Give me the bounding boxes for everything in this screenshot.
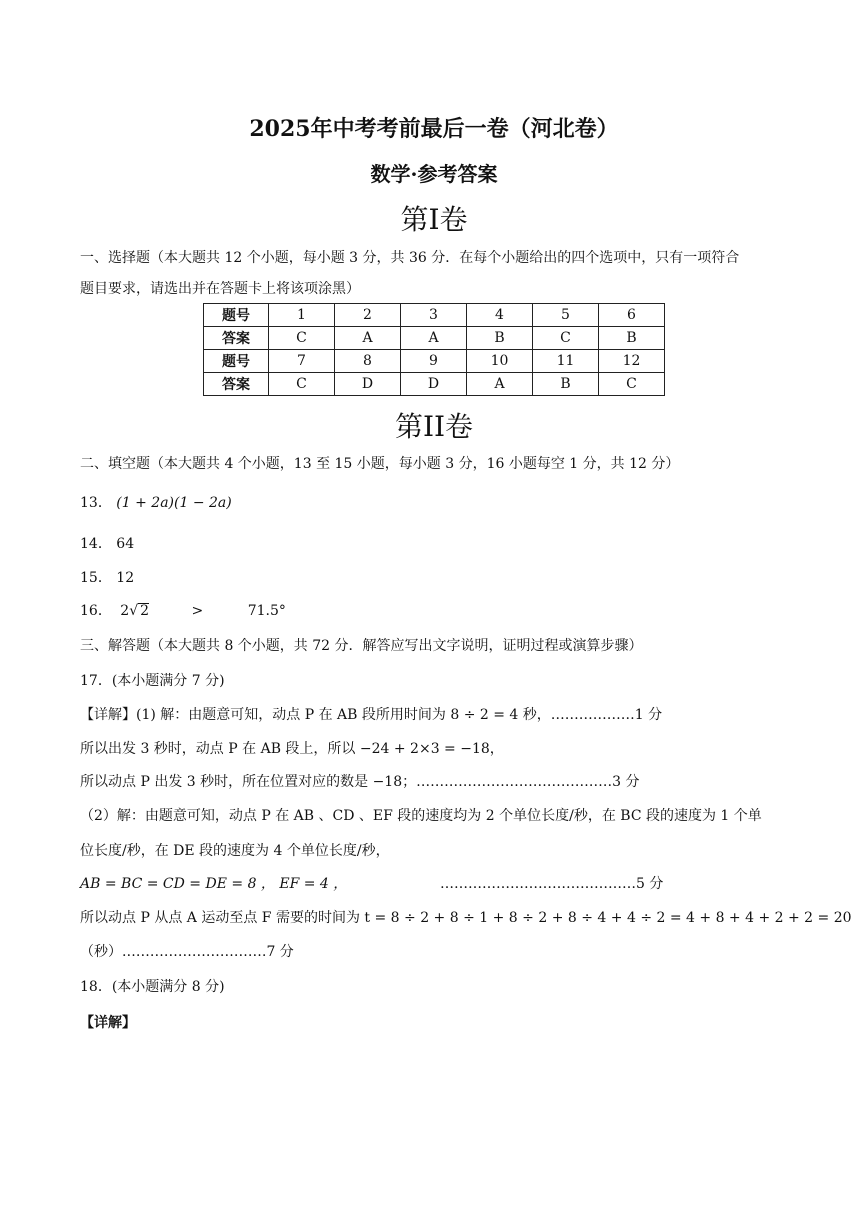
section3-instructions: 三、解答题（本大题共 8 个小题，共 72 分．解答应写出文字说明，证明过程或演算步骤） (80, 638, 643, 654)
q18-heading: 18．(本小题满分 8 分) (80, 979, 225, 995)
q17-line-5: 位长度/秒，在 DE 段的速度为 4 个单位长度/秒， (80, 843, 390, 859)
a-cell: B (599, 327, 665, 350)
q17-line-8: （秒）.…………………………7 分 (80, 944, 294, 960)
q17-line-7: 所以动点 P 从点 A 运动至点 F 需要的时间为 t = 8 ÷ 2 + 8 ÷ 1 + 8 ÷ 2 + 8 ÷ 4 + 4 ÷ 2 = 4 + 8 + 4 + 2 + 2 = 20 (80, 910, 852, 926)
q-label-cell: 题号 (204, 350, 269, 373)
table-row (204, 350, 665, 373)
q-cell: 1 (269, 304, 335, 327)
a-cell: A (401, 327, 467, 350)
sqrt-symbol: √ (129, 603, 139, 619)
q17-line-3: 所以动点 P 出发 3 秒时，所在位置对应的数是 −18；……………………………………3 分 (80, 774, 640, 790)
q14-answer: 64 (116, 536, 135, 552)
q-cell: 10 (467, 350, 533, 373)
a-cell: C (599, 373, 665, 396)
a-cell: B (467, 327, 533, 350)
answer-table (203, 303, 665, 396)
q17-line-2: 所以出发 3 秒时，动点 P 在 AB 段上，所以 −24 + 2×3 = −18， (80, 741, 504, 757)
a-label-cell: 答案 (204, 327, 269, 350)
q-cell: 4 (467, 304, 533, 327)
q17-line-6-score: ……………………………………5 分 (440, 876, 664, 892)
q-cell: 3 (401, 304, 467, 327)
a-cell: B (533, 373, 599, 396)
part2-heading: 第II卷 (394, 410, 474, 443)
a-cell: D (401, 373, 467, 396)
q16-number: 16． (80, 603, 112, 619)
answer-15 (80, 567, 134, 587)
q-cell: 9 (401, 350, 467, 373)
q16-radicand: 2 (140, 603, 150, 619)
q17-heading: 17．(本小题满分 7 分) (80, 673, 225, 689)
q15-number: 15． (80, 570, 112, 586)
a-cell: A (335, 327, 401, 350)
q18-detail-label: 【详解】 (80, 1015, 136, 1031)
table-row (204, 304, 665, 327)
q-cell: 2 (335, 304, 401, 327)
a-cell: A (467, 373, 533, 396)
table-row (204, 327, 665, 350)
a-cell: C (269, 373, 335, 396)
q17-line-1: 【详解】(1) 解：由题意可知，动点 P 在 AB 段所用时间为 8 ÷ 2 = 4 秒，………………1 分 (80, 707, 663, 723)
table-row (204, 373, 665, 396)
answer-14 (80, 533, 134, 553)
q-cell: 6 (599, 304, 665, 327)
q16-coefficient: 2 (120, 603, 130, 619)
q13-number: 13． (80, 495, 112, 511)
q-cell: 8 (335, 350, 401, 373)
part1-heading: 第I卷 (400, 203, 468, 236)
q-cell: 7 (269, 350, 335, 373)
a-label-cell: 答案 (204, 373, 269, 396)
section1-instructions-line2: 题目要求，请选出并在答题卡上将该项涂黑） (80, 281, 360, 297)
q-cell: 12 (599, 350, 665, 373)
section1-instructions-line1: 一、选择题（本大题共 12 个小题，每小题 3 分，共 36 分．在每个小题给出的四个选项中，只有一项符合 (80, 250, 740, 266)
q15-answer: 12 (116, 570, 135, 586)
answer-16 (80, 600, 286, 620)
q16-answer-2: > (191, 603, 204, 619)
q-label-cell: 题号 (204, 304, 269, 327)
document-title: 2025年中考考前最后一卷（河北卷） (249, 116, 619, 142)
a-cell: D (335, 373, 401, 396)
a-cell: C (533, 327, 599, 350)
q16-answer-1 (120, 603, 153, 619)
q17-line-4: （2）解：由题意可知，动点 P 在 AB 、CD 、EF 段的速度均为 2 个单位长度/秒，在 BC 段的速度为 1 个单 (80, 808, 762, 824)
q-cell: 11 (533, 350, 599, 373)
a-cell: C (269, 327, 335, 350)
q16-answer-3: 71.5° (247, 603, 286, 619)
section2-instructions: 二、填空题（本大题共 4 个小题，13 至 15 小题，每小题 3 分，16 小题每空 1 分，共 12 分） (80, 456, 680, 472)
q13-answer: (1 + 2a)(1 − 2a) (116, 495, 232, 511)
q14-number: 14． (80, 536, 112, 552)
document-subtitle: 数学·参考答案 (370, 162, 498, 186)
q17-line-6-equation: AB = BC = CD = DE = 8 ， EF = 4 ， (80, 876, 348, 892)
answer-13 (80, 492, 232, 512)
q-cell: 5 (533, 304, 599, 327)
